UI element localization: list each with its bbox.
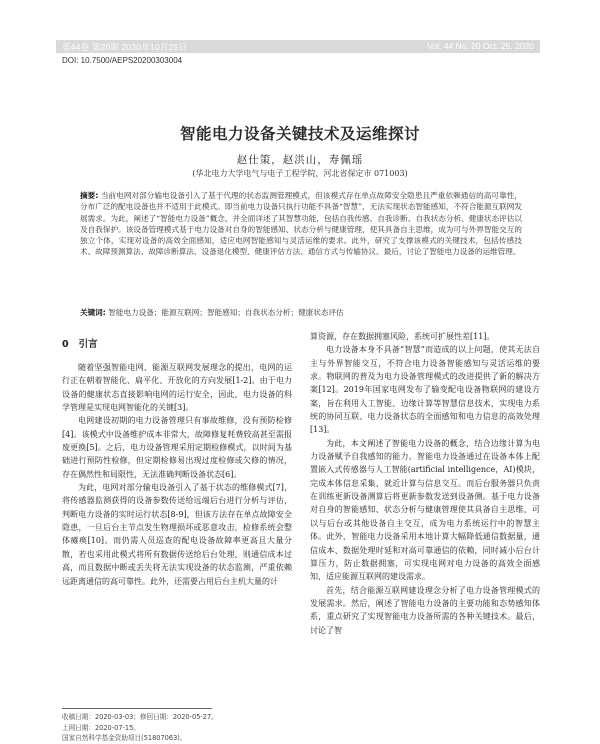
keywords-text: 智能电力设备；能源互联网；智能感知；自我状态分析；健康状态评估 — [108, 308, 344, 317]
footnote-divider — [62, 708, 212, 709]
footnote-received: 收稿日期：2020-03-03；修回日期：2020-05-27。 — [62, 713, 218, 721]
right-column — [310, 330, 540, 637]
journal-issue-info-en: Vol. 44 No. 20 Oct. 25, 2020 — [427, 41, 534, 51]
paragraph: 电力设备本身不具备“智慧”而造成的以上问题，使其无法自主与外界智能交互，不符合电力设备智能感知与灵活运维的要求。物联网的普及为电力设备管理模式的改进提供了新的解决方案[12]。2019年国家电网发布了输变配电设备物联网的建设方案，旨在利用人工智能、边缘计算等智慧信息技术，实现电力系统的协同互联、电力设备状态的全面感知和电力信息的高效处理[13]。 — [310, 345, 540, 435]
keywords — [80, 307, 522, 318]
affiliation: (华北电力大学电气与电子工程学院，河北省保定市 071003) — [192, 169, 408, 178]
section-heading — [62, 338, 292, 352]
paragraph: 首先，结合能源互联网建设理念分析了电力设备管理模式的发展需求。然后，阐述了智能电力设备的主要功能和态势感知体系，重点研究了实现智能电力设备所需的各种关键技术。最后，讨论了智 — [310, 585, 540, 635]
paragraph: 为此，电网对部分输电设备引入了基于状态的维修模式[7]，将传感器监测获得的设备参数传送给远端后台进行分析与评估，判断电力设备的实时运行状态[8-9]，但该方法存在单点故障安全隐患，一旦后台主节点发生物理损坏或恶意攻击，检修系统会整体瘫痪[10]。而仍需人员巡查的配电设备故障率更高且大量分散，若也采用此模式将所有数据传送给后台处理，则通信成本过高，而且数据中断或丢失将无法实现设备的状态监测，严重依赖远距离通信的高可靠性。此外，还需要占用后台主机大量的计 — [62, 483, 292, 586]
journal-header-band — [56, 40, 540, 53]
abstract-text: 当前电网对部分输电设备引入了基于代理的状态监测管理模式，但该模式存在单点故障安全隐患且严重依赖通信的高可靠性，分布广泛的配电设备也并不适用于此模式。即当前电力设备只执行功能不具备“智慧”，无法实现状态智能感知，不符合能源互联网发展需求。为此，阐述了“智能电力设备”概念，并全面详述了其智慧功能，包括自我传感、自我诊断、自我状态分析、健康状态评估以及自我保护。该设备管理模式基于电力设备对自身的智能感知、状态分析与健康管理，使其具备自主思维，成为可与外界智能交互的独立个体，实现对设备的高效全面感知，适应电网智能感知与灵活运维的要求。此外，研究了支撑该模式的关键技术，包括传感技术、故障预测算法、故障诊断算法、设备退化模型、健康评估方法、通信方式与传输协议。最后，讨论了智能电力设备的运维管理。 — [80, 191, 522, 257]
abstract — [80, 190, 522, 258]
paragraph: 随着坚强智能电网、能源互联网发展理念的提出，电网的运行正在朝着智能化、扁平化、开放化的方向发展[1-2]。由于电力设备的健康状态直接影响电网的运行安全，因此，电力设备的科学管理是实现电网智能化的关键[3]。 — [62, 363, 292, 413]
left-column — [62, 338, 292, 588]
journal-issue-info: 第44卷 第20期 2020年10月25日 — [62, 42, 188, 52]
section-number: 0 — [62, 339, 69, 350]
paper-title: 智能电力设备关键技术及运维探讨 — [179, 125, 420, 143]
footnote-funding: 国家自然科学基金资助项目(51807063)。 — [62, 734, 187, 742]
authors: 赵仕策，赵洪山，寿佩瑶 — [236, 154, 364, 166]
doi[interactable]: DOI: 10.7500/AEPS20200303004 — [62, 56, 183, 65]
keywords-label: 关键词: — [80, 308, 106, 317]
paragraph: 算资源，存在数据拥塞风险，系统可扩展性差[11]。 — [310, 332, 495, 341]
section-title: 引言 — [78, 339, 98, 350]
paragraph: 电网建设初期的电力设备管理只有事故维修，没有预防检修[4]。该模式中设备维护成本非常大，故障修复耗费较高甚至需报废更换[5]。之后，电力设备管理采用定期检修模式，以时间为基础进行预防性检修，但定期检修易出现过度检修或欠修的情况，存在偶然性和局限性，无法准确判断设备状态[6]。 — [62, 416, 292, 479]
footnote-online: 上网日期：2020-07-15。 — [62, 723, 140, 732]
abstract-label: 摘要: — [80, 191, 99, 200]
paragraph: 为此，本文阐述了智能电力设备的概念，结合边缘计算为电力设备赋予自我感知的能力。智能电力设备通过在设备本体上配置嵌入式传感器与人工智能(artificial intelligence，AI)模块，完成本体信息采集、就近计算与信息交互。而后台服务器只负责在训练更新设备测算后将更新参数发送到设备侧。基于电力设备对自身的智能感知、状态分析与健康管理使其具备自主思维，可以与后台或其他设备自主交互，成为电力系统运行中的智慧主体。此外，智能电力设备采用本地计算大幅降低通信数据量，通信成本、数据处理时延和对高可靠通信的依赖，同时减小后台计算压力，防止数据拥塞，可实现电网对电力设备的高效全面感知，适应能源互联网的建设需求。 — [310, 438, 540, 582]
